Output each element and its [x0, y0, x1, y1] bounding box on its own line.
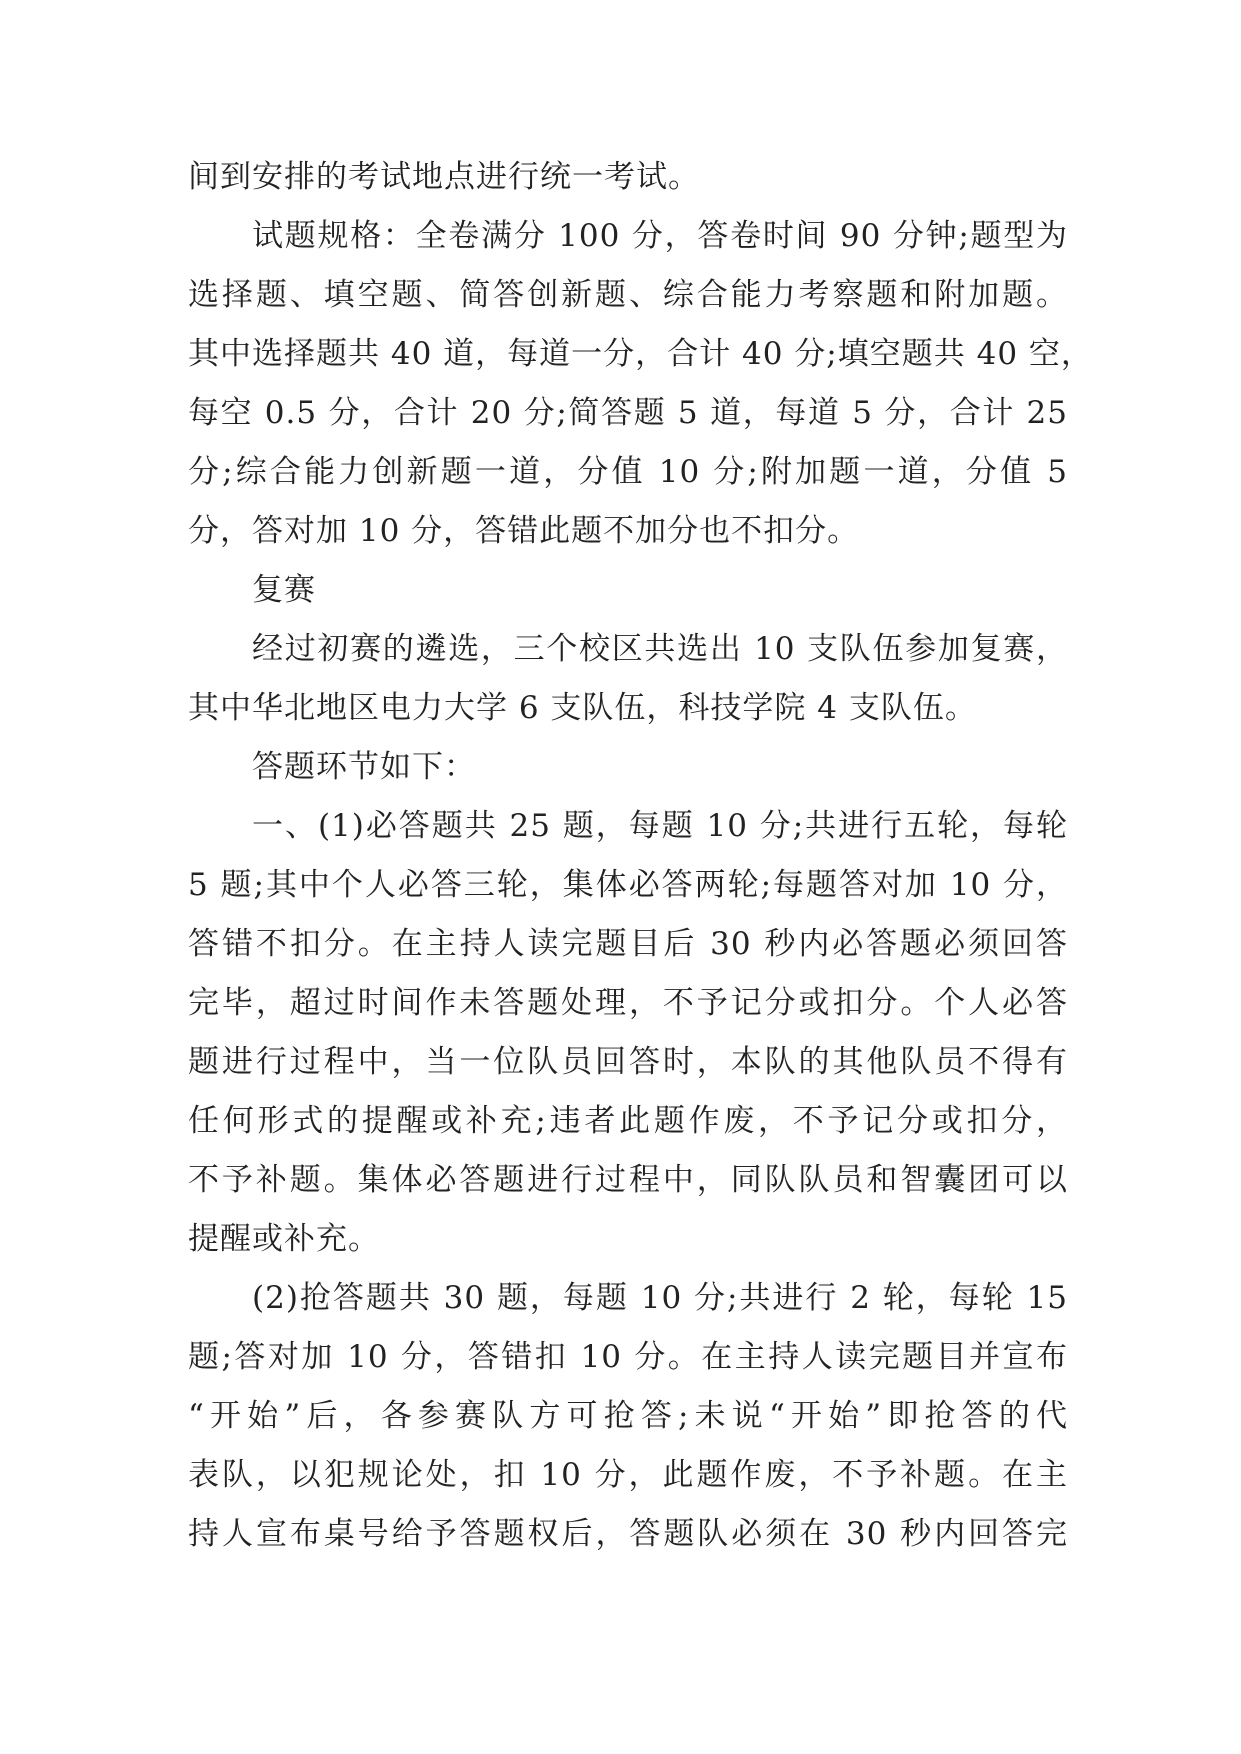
- text-line: 分，答对加 10 分，答错此题不加分也不扣分。: [188, 513, 860, 549]
- paragraph-exam-spec: [188, 207, 1093, 561]
- paragraph-required-questions: [188, 797, 1068, 1269]
- text-line: 间到安排的考试地点进行统一考试。: [188, 159, 700, 195]
- text-line: 5 题;其中个人必答三轮，集体必答两轮;每题答对加 10 分，: [188, 867, 1068, 903]
- text-line: 题;答对加 10 分，答错扣 10 分。在主持人读完题目并宣布: [188, 1339, 1068, 1375]
- document-body: [188, 148, 1093, 1564]
- text-line: 题进行过程中，当一位队员回答时，本队的其他队员不得有: [188, 1044, 1068, 1080]
- text-line: 其中华北地区电力大学 6 支队伍，科技学院 4 支队伍。: [188, 690, 977, 726]
- text-line: 复赛: [252, 572, 316, 608]
- text-line: 分;综合能力创新题一道，分值 10 分;附加题一道，分值 5: [188, 454, 1068, 490]
- paragraph-buzzer-questions: [188, 1269, 1068, 1564]
- text-line: 答题环节如下：: [252, 749, 476, 785]
- text-line: 经过初赛的遴选，三个校区共选出 10 支队伍参加复赛，: [252, 631, 1068, 667]
- paragraph-semifinal-teams: [188, 620, 1068, 738]
- text-line: 一、(1)必答题共 25 题，每题 10 分;共进行五轮，每轮: [252, 808, 1068, 844]
- text-line: 完毕，超过时间作未答题处理，不予记分或扣分。个人必答: [188, 985, 1068, 1021]
- text-line: 任何形式的提醒或补充;违者此题作废，不予记分或扣分，: [188, 1103, 1068, 1139]
- text-line: 答错不扣分。在主持人读完题目后 30 秒内必答题必须回答: [188, 926, 1068, 962]
- text-line: 表队，以犯规论处，扣 10 分，此题作废，不予补题。在主: [188, 1457, 1068, 1493]
- text-line: 其中选择题共 40 道，每道一分，合计 40 分;填空题共 40 空，: [188, 336, 1093, 372]
- text-line: (2)抢答题共 30 题，每题 10 分;共进行 2 轮，每轮 15: [252, 1280, 1068, 1316]
- paragraph-answer-rounds-intro: [188, 738, 1068, 797]
- text-line: 试题规格：全卷满分 100 分，答卷时间 90 分钟;题型为: [252, 218, 1068, 254]
- section-heading-semifinal: [188, 561, 1068, 620]
- text-line: 持人宣布桌号给予答题权后，答题队必须在 30 秒内回答完: [188, 1516, 1068, 1552]
- text-line: “开始”后，各参赛队方可抢答;未说“开始”即抢答的代: [188, 1398, 1068, 1434]
- text-line: 提醒或补充。: [188, 1221, 380, 1257]
- text-line: 选择题、填空题、简答创新题、综合能力考察题和附加题。: [188, 277, 1068, 313]
- text-line: 不予补题。集体必答题进行过程中，同队队员和智囊团可以: [188, 1162, 1068, 1198]
- text-line: 每空 0.5 分，合计 20 分;简答题 5 道，每道 5 分，合计 25: [188, 395, 1068, 431]
- paragraph-exam-location: [188, 148, 1068, 207]
